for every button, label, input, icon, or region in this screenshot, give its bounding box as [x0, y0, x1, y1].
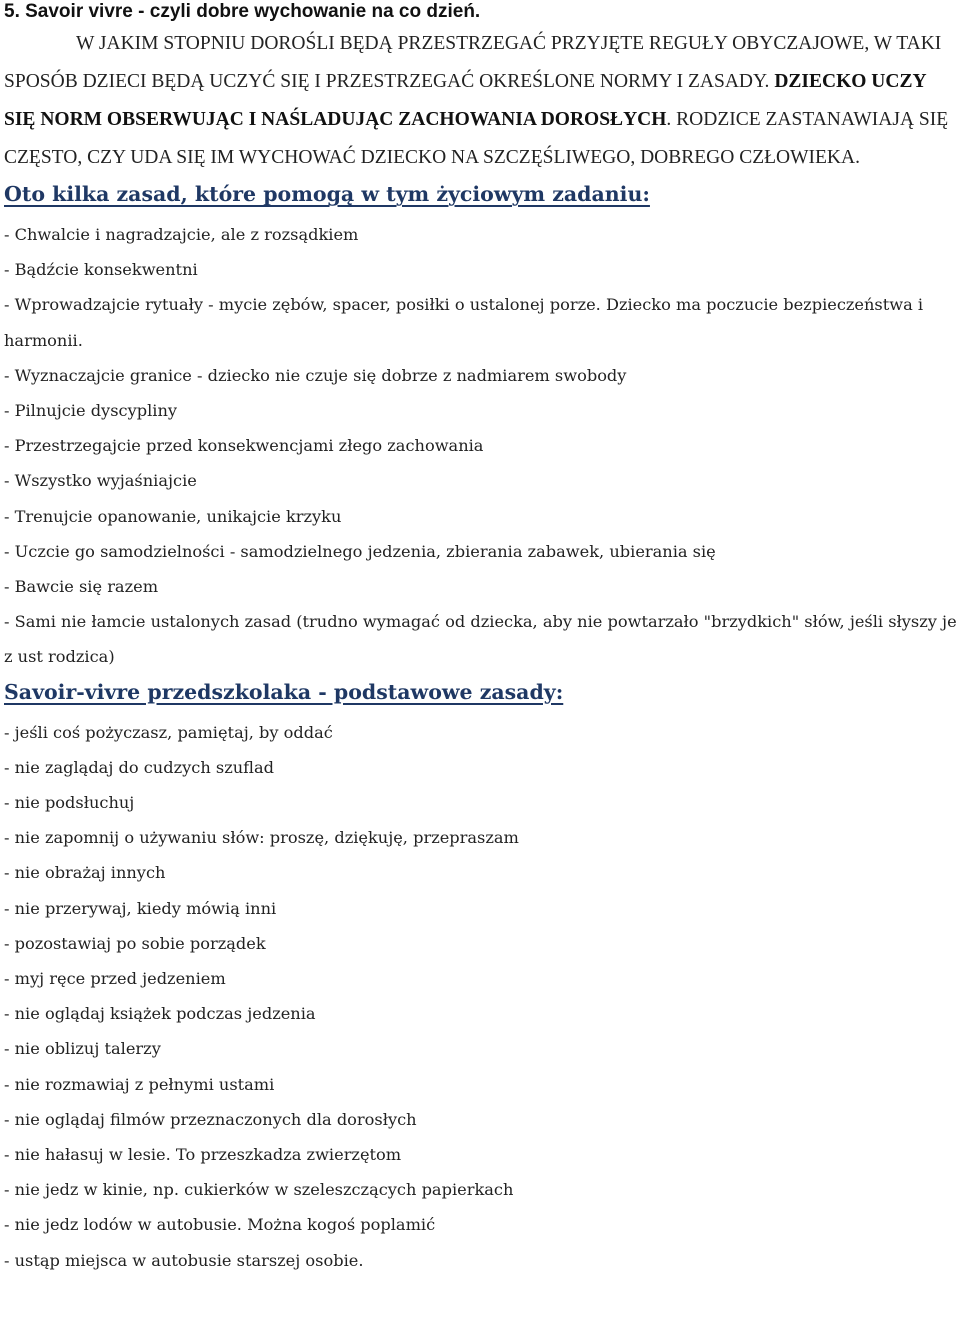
intro-paragraph [4, 25, 960, 177]
list-item: - nie obrażaj innych [4, 863, 166, 883]
list-item: - nie podsłuchuj [4, 793, 135, 813]
list-item: - Wprowadzajcie rytuały - mycie zębów, spacer, posiłki o ustalonej porze. Dziecko ma poczucie bezpieczeństwa i harmonii. [4, 295, 924, 350]
list-item: - Bawcie się razem [4, 577, 159, 597]
list-item: - Wszystko wyjaśniajcie [4, 471, 197, 491]
list-item: - nie oblizuj talerzy [4, 1039, 161, 1059]
list-item: - Sami nie łamcie ustalonych zasad (trudno wymagać od dziecka, aby nie powtarzało "brzydkich" słów, jeśli słyszy je z ust rodzica) [4, 612, 957, 667]
rules-list [4, 217, 960, 675]
intro-text-bold: DZIECKO UCZY SIĘ NORM OBSERWUJĄC I NAŚLADUJĄC ZACHOWANIA DOROSŁYCH [4, 71, 926, 130]
section-heading-preschool: Savoir-vivre przedszkolaka - podstawowe zasady: [4, 679, 564, 704]
list-item: - Wyznaczajcie granice - dziecko nie czuje się dobrze z nadmiarem swobody [4, 365, 627, 385]
list-item: - nie jedz lodów w autobusie. Można kogoś poplamić [4, 1215, 436, 1235]
list-item: - Uczcie go samodzielności - samodzielnego jedzenia, zbierania zabawek, ubierania się [4, 541, 716, 561]
list-item: - Bądźcie konsekwentni [4, 260, 198, 280]
section-heading-rules: Oto kilka zasad, które pomogą w tym życiowym zadaniu: [4, 182, 650, 206]
list-item: - myj ręce przed jedzeniem [4, 969, 226, 989]
list-item: - ustąp miejsca w autobusie starszej osobie. [4, 1250, 364, 1270]
list-item: - Trenujcie opanowanie, unikajcie krzyku [4, 506, 342, 526]
list-item: - Chwalcie i nagradzajcie, ale z rozsądkiem [4, 225, 359, 244]
list-item: - Przestrzegajcie przed konsekwencjami złego zachowania [4, 436, 484, 456]
list-item: - jeśli coś pożyczasz, pamiętaj, by oddać [4, 722, 333, 742]
list-item: - nie oglądaj książek podczas jedzenia [4, 1004, 316, 1024]
list-item: - nie zapomnij o używaniu słów: proszę, dziękuję, przepraszam [4, 828, 519, 848]
list-item: - Pilnujcie dyscypliny [4, 401, 178, 421]
list-item: - nie hałasuj w lesie. To przeszkadza zwierzętom [4, 1145, 402, 1165]
list-item: - nie przerywaj, kiedy mówią inni [4, 898, 277, 918]
document-title: 5. Savoir vivre - czyli dobre wychowanie na co dzień. [4, 1, 481, 22]
list-item: - pozostawiaj po sobie porządek [4, 933, 266, 953]
preschool-rules-list [4, 715, 960, 1278]
list-item: - nie rozmawiaj z pełnymi ustami [4, 1074, 275, 1094]
intro-text-part1: W JAKIM STOPNIU DOROŚLI BĘDĄ PRZESTRZEGAĆ PRZYJĘTE REGUŁY OBYCZAJOWE, W TAKI SPOSÓB DZIECI BĘDĄ UCZYĆ SIĘ I PRZESTRZEGAĆ OKREŚLONE NORMY I ZASADY. [4, 33, 942, 92]
list-item: - nie oglądaj filmów przeznaczonych dla dorosłych [4, 1109, 417, 1129]
list-item: - nie jedz w kinie, np. cukierków w szeleszczących papierkach [4, 1180, 514, 1200]
intro-text-part3: . RODZICE ZASTANAWIAJĄ SIĘ CZĘSTO, CZY UDA SIĘ IM WYCHOWAĆ DZIECKO NA SZCZĘŚLIWEGO, DOBREGO CZŁOWIEKA. [4, 109, 949, 168]
list-item: - nie zaglądaj do cudzych szuflad [4, 757, 274, 777]
